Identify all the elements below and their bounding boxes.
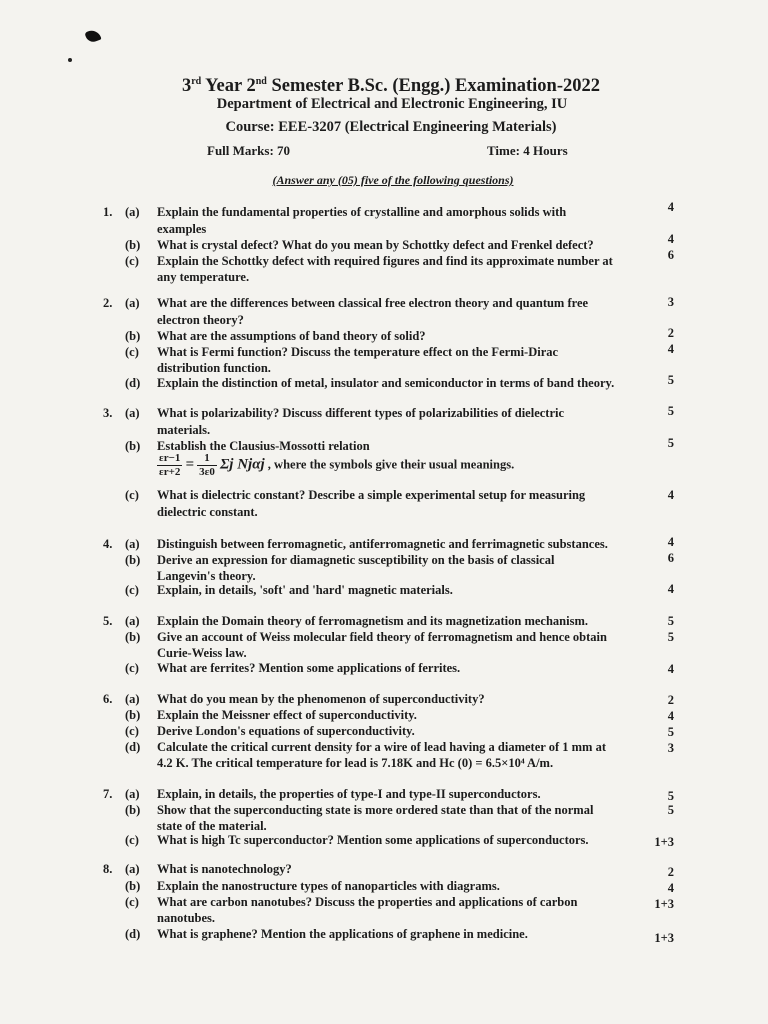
- question-text: What are carbon nanotubes? Discuss the properties and applications of carbon: [157, 895, 578, 909]
- marks-value: [0, 614, 768, 630]
- part-label: (a): [125, 537, 140, 551]
- marks-value: [0, 693, 768, 709]
- marks-number: 4: [667, 881, 674, 895]
- marks-number: 2: [667, 693, 674, 707]
- marks-number: 4: [667, 232, 674, 246]
- marks-value: [0, 200, 768, 216]
- formula-rhs: $\frac{1}{3\varepsilon 0}$: [199, 452, 215, 478]
- marks-number: 4: [667, 535, 674, 549]
- marks-number: 5: [667, 803, 674, 817]
- marks-number: 3: [667, 741, 674, 755]
- question-text: Explain the Domain theory of ferromagnetism and its magnetization mechanism.: [157, 614, 588, 628]
- marks-number: 1+3: [654, 835, 674, 849]
- question-text: state of the material.: [157, 819, 267, 833]
- marks-value: [0, 709, 768, 725]
- part-label: (b): [125, 708, 141, 722]
- question-text: What is dielectric constant? Describe a simple experimental setup for measuring: [157, 488, 586, 502]
- part-label: (b): [125, 879, 141, 893]
- full-marks: Full Marks: 70: [207, 143, 291, 158]
- part-label: (a): [125, 614, 140, 628]
- part-label: (b): [125, 439, 141, 453]
- marks-number: 4: [667, 200, 674, 214]
- question-text: distribution function.: [157, 361, 271, 375]
- question-text: Establish the Clausius-Mossotti relation: [157, 439, 370, 453]
- question-number: 1.: [103, 205, 113, 219]
- marks-number: 2: [667, 865, 674, 879]
- formula-equals: =: [185, 456, 195, 473]
- part-label: (a): [125, 406, 140, 420]
- marks-number: 4: [667, 662, 674, 676]
- question-text: Explain, in details, 'soft' and 'hard' magnetic materials.: [157, 583, 453, 597]
- question-text: What are the differences between classical free electron theory and quantum free: [157, 296, 589, 310]
- part-label: (a): [125, 862, 140, 876]
- question-text: dielectric constant.: [157, 505, 258, 519]
- exam-title: [0, 76, 768, 97]
- part-label: (c): [125, 833, 139, 847]
- marks-number: 3: [667, 295, 674, 309]
- part-label: (d): [125, 927, 141, 941]
- question-text: Show that the superconducting state is more ordered state than that of the normal: [157, 803, 594, 817]
- part-label: (a): [125, 787, 140, 801]
- marks-number: 4: [667, 488, 674, 502]
- marks-number: 4: [667, 342, 674, 356]
- year-mid: Year 2: [201, 76, 256, 97]
- question-text: Explain the Schottky defect with required figures and find its approximate number at: [157, 254, 613, 268]
- marks-value: [0, 373, 768, 389]
- marks-value: [0, 404, 768, 420]
- marks-value: [0, 741, 768, 757]
- question-text: Langevin's theory.: [157, 569, 256, 583]
- question-number: 5.: [103, 614, 113, 628]
- marks-number: 4: [667, 709, 674, 723]
- marks-number: 5: [667, 373, 674, 387]
- marks-number: 6: [667, 248, 674, 262]
- question-text: nanotubes.: [157, 911, 216, 925]
- question-text: Explain the fundamental properties of crystalline and amorphous solids with: [157, 205, 567, 219]
- exam-time: Time: 4 Hours: [487, 143, 568, 158]
- part-label: (c): [125, 895, 139, 909]
- question-text: What is polarizability? Discuss different types of polarizabilities of dielectric: [157, 406, 565, 420]
- question-number: 3.: [103, 406, 113, 420]
- marks-value: [0, 662, 768, 678]
- marks-value: [0, 803, 768, 819]
- question-text: Derive an expression for diamagnetic susceptibility on the basis of classical: [157, 553, 555, 567]
- marks-number: 5: [667, 789, 674, 803]
- marks-value: [0, 630, 768, 646]
- part-label: (d): [125, 376, 141, 390]
- formula-tail: , where the symbols give their usual meanings.: [267, 457, 515, 472]
- question-text: electron theory?: [157, 313, 244, 327]
- marks-number: 5: [667, 436, 674, 450]
- question-text: What are the assumptions of band theory of solid?: [157, 329, 426, 343]
- marks-value: [0, 248, 768, 264]
- ink-dot: [68, 58, 72, 62]
- marks-number: 5: [667, 630, 674, 644]
- marks-value: [0, 326, 768, 342]
- exam-name: Semester B.Sc. (Engg.) Examination-2022: [266, 76, 600, 97]
- ink-blot: [84, 28, 101, 44]
- formula-lhs: $\frac{\varepsilon r-1}{\varepsilon r+2}$: [159, 452, 181, 478]
- question-line: [0, 646, 768, 662]
- marks-value: [0, 725, 768, 741]
- marks-number: 1+3: [654, 931, 674, 945]
- marks-number: 5: [667, 404, 674, 418]
- question-number: 2.: [103, 296, 113, 310]
- marks-number: 1+3: [654, 897, 674, 911]
- question-line: [0, 505, 768, 521]
- part-label: (a): [125, 692, 140, 706]
- part-label: (c): [125, 488, 139, 502]
- clausius-mossotti-formula: [157, 452, 514, 479]
- question-number: 4.: [103, 537, 113, 551]
- question-text: Give an account of Weiss molecular field theory of ferromagnetism and hence obtain: [157, 630, 607, 644]
- part-label: (c): [125, 661, 139, 675]
- question-text: examples: [157, 222, 207, 236]
- question-text: What is high Tc superconductor? Mention some applications of superconductors.: [157, 833, 589, 847]
- formula-sum: Σj Njαj: [220, 456, 265, 473]
- question-number: 6.: [103, 692, 113, 706]
- question-text: materials.: [157, 423, 211, 437]
- part-label: (b): [125, 553, 141, 567]
- semester-sup: nd: [255, 76, 267, 87]
- part-label: (a): [125, 296, 140, 310]
- marks-value: [0, 436, 768, 452]
- question-text: Explain the distinction of metal, insulator and semiconductor in terms of band theory.: [157, 376, 615, 390]
- marks-number: 6: [667, 551, 674, 565]
- question-text: any temperature.: [157, 270, 250, 284]
- marks-number: 4: [667, 582, 674, 596]
- question-text: What is graphene? Mention the applications of graphene in medicine.: [157, 927, 528, 941]
- question-text: What are ferrites? Mention some applications of ferrites.: [157, 661, 461, 675]
- question-line: [0, 911, 768, 927]
- part-label: (d): [125, 740, 141, 754]
- part-label: (c): [125, 254, 139, 268]
- question-text: Explain the nanostructure types of nanoparticles with diagrams.: [157, 879, 500, 893]
- question-text: Distinguish between ferromagnetic, antiferromagnetic and ferrimagnetic substances.: [157, 537, 608, 551]
- marks-value: [0, 232, 768, 248]
- marks-number: 5: [667, 614, 674, 628]
- part-label: (c): [125, 583, 139, 597]
- year-sup: rd: [191, 76, 202, 87]
- question-text: Calculate the critical current density for a wire of lead having a diameter of 1 mm at: [157, 740, 606, 754]
- question-number: 8.: [103, 862, 113, 876]
- marks-value: [0, 582, 768, 598]
- part-label: (b): [125, 803, 141, 817]
- question-line: [0, 756, 768, 772]
- question-text: Explain, in details, the properties of type-I and type-II superconductors.: [157, 787, 541, 801]
- part-label: (b): [125, 630, 141, 644]
- year-num: 3: [181, 76, 192, 97]
- question-number: 7.: [103, 787, 113, 801]
- marks-value: [0, 931, 768, 947]
- marks-value: [0, 342, 768, 358]
- question-text: What do you mean by the phenomenon of superconductivity?: [157, 692, 485, 706]
- course-line: Course: EEE-3207 (Electrical Engineering Materials): [225, 119, 557, 135]
- marks-value: [0, 535, 768, 551]
- marks-number: 2: [667, 326, 674, 340]
- marks-value: [0, 835, 768, 851]
- part-label: (c): [125, 345, 139, 359]
- question-text: Curie-Weiss law.: [157, 646, 247, 660]
- question-text: Explain the Meissner effect of superconductivity.: [157, 708, 417, 722]
- question-line: [0, 270, 768, 286]
- question-text: What is crystal defect? What do you mean by Schottky defect and Frenkel defect?: [157, 238, 594, 252]
- question-text: What is Fermi function? Discuss the temperature effect on the Fermi-Dirac: [157, 345, 559, 359]
- question-text: Derive London's equations of superconductivity.: [157, 724, 415, 738]
- marks-value: [0, 488, 768, 504]
- question-text: 4.2 K. The critical temperature for lead is 7.18K and Hc (0) = 6.5×10⁴ A/m.: [157, 756, 554, 770]
- part-label: (b): [125, 238, 141, 252]
- instruction-line: (Answer any (05) five of the following questions): [272, 173, 514, 187]
- department-line: Department of Electrical and Electronic Engineering, IU: [216, 96, 568, 112]
- part-label: (c): [125, 724, 139, 738]
- part-label: (a): [125, 205, 140, 219]
- marks-value: [0, 295, 768, 311]
- question-text: What is nanotechnology?: [157, 862, 292, 876]
- part-label: (b): [125, 329, 141, 343]
- marks-number: 5: [667, 725, 674, 739]
- marks-value: [0, 551, 768, 567]
